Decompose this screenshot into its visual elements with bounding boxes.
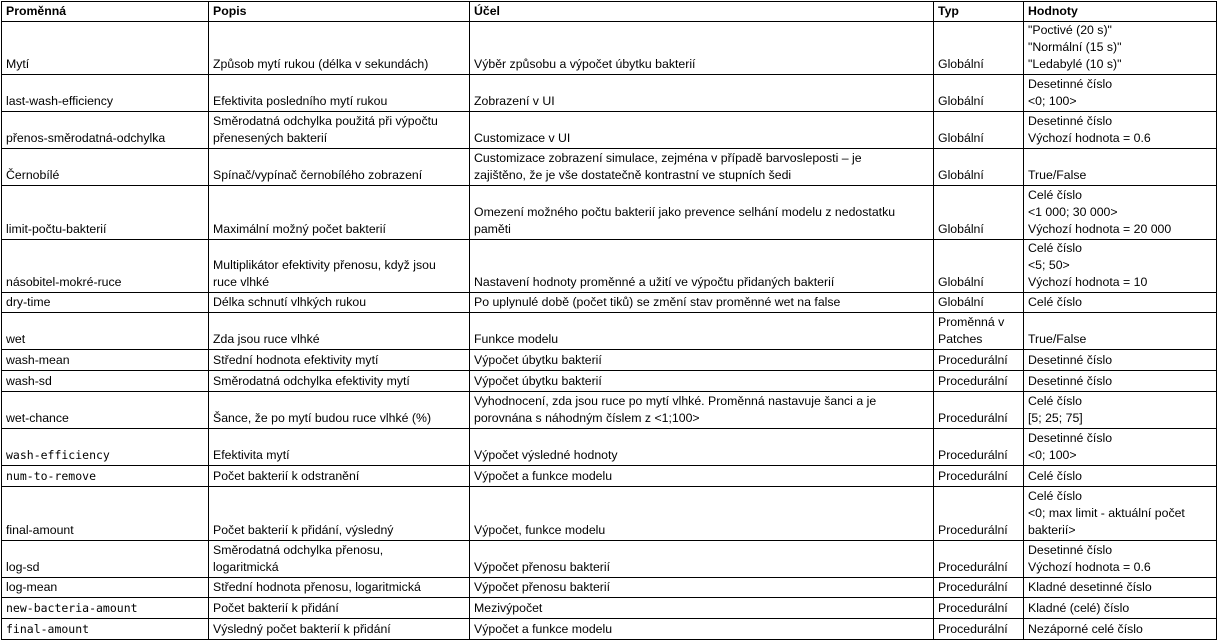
variable-cell: Černobílé <box>2 149 209 186</box>
purpose-cell: Výpočet přenosu bakterií <box>470 541 934 578</box>
purpose-cell: Nastavení hodnoty proměnné a užití ve výpočtu přidaných bakterií <box>470 240 934 293</box>
purpose-cell: Po uplynulé době (počet tiků) se změní stav proměnné wet na false <box>470 293 934 313</box>
table-row <box>2 112 1217 149</box>
variables-table <box>1 1 1217 640</box>
values-cell: Celé číslo <1 000; 30 000> Výchozí hodnota = 20 000 <box>1024 186 1217 240</box>
values-cell: Nezáporné celé číslo <box>1024 619 1217 640</box>
values-cell: True/False <box>1024 313 1217 350</box>
table-row <box>2 75 1217 112</box>
header-description: Popis <box>209 2 470 22</box>
table-row <box>2 598 1217 619</box>
purpose-cell: Mezivýpočet <box>470 598 934 619</box>
values-cell: Desetinné číslo <0; 100> <box>1024 429 1217 466</box>
table-row <box>2 619 1217 640</box>
description-cell: Délka schnutí vlhkých rukou <box>209 293 470 313</box>
description-cell: Střední hodnota efektivity mytí <box>209 350 470 371</box>
description-cell: Výsledný počet bakterií k přidání <box>209 619 470 640</box>
purpose-cell: Výpočet a funkce modelu <box>470 466 934 487</box>
table-body <box>2 22 1217 640</box>
purpose-cell: Zobrazení v UI <box>470 75 934 112</box>
purpose-cell: Výpočet úbytku bakterií <box>470 371 934 392</box>
table-row <box>2 541 1217 578</box>
purpose-cell: Výpočet úbytku bakterií <box>470 350 934 371</box>
header-variable: Proměnná <box>2 2 209 22</box>
header-purpose: Účel <box>470 2 934 22</box>
purpose-cell: Omezení možného počtu bakterií jako prevence selhání modelu z nedostatku paměti <box>470 186 934 240</box>
description-cell: Maximální možný počet bakterií <box>209 186 470 240</box>
type-cell: Globální <box>934 22 1024 75</box>
type-cell: Globální <box>934 112 1024 149</box>
values-cell: Desetinné číslo Výchozí hodnota = 0.6 <box>1024 541 1217 578</box>
type-cell: Globální <box>934 149 1024 186</box>
table-row <box>2 578 1217 598</box>
purpose-cell: Customizace zobrazení simulace, zejména v případě barvosleposti – je zajištěno, že je vše dostatečně kontrastní ve stupních šedi <box>470 149 934 186</box>
table-row <box>2 186 1217 240</box>
variable-cell: Mytí <box>2 22 209 75</box>
type-cell: Procedurální <box>934 598 1024 619</box>
values-cell: Desetinné číslo <box>1024 371 1217 392</box>
values-cell: Desetinné číslo Výchozí hodnota = 0.6 <box>1024 112 1217 149</box>
type-cell: Globální <box>934 75 1024 112</box>
type-cell: Globální <box>934 240 1024 293</box>
description-cell: Počet bakterií k přidání, výsledný <box>209 487 470 541</box>
type-cell: Globální <box>934 293 1024 313</box>
purpose-cell: Vyhodnocení, zda jsou ruce po mytí vlhké. Proměnná nastavuje šanci a je porovnána s náhodným číslem z <1;100> <box>470 392 934 429</box>
variable-cell: final-amount <box>2 619 209 640</box>
table-row <box>2 350 1217 371</box>
table-row <box>2 313 1217 350</box>
values-cell: Celé číslo <5; 50> Výchozí hodnota = 10 <box>1024 240 1217 293</box>
description-cell: Efektivita posledního mytí rukou <box>209 75 470 112</box>
table-row <box>2 466 1217 487</box>
type-cell: Procedurální <box>934 392 1024 429</box>
values-cell: Celé číslo <box>1024 293 1217 313</box>
type-cell: Procedurální <box>934 578 1024 598</box>
variable-cell: přenos-směrodatná-odchylka <box>2 112 209 149</box>
variable-cell: wash-mean <box>2 350 209 371</box>
table-row <box>2 149 1217 186</box>
variable-cell: limit-počtu-bakterií <box>2 186 209 240</box>
variable-cell: wash-efficiency <box>2 429 209 466</box>
table-row <box>2 22 1217 75</box>
variable-cell: wet <box>2 313 209 350</box>
variable-cell: dry-time <box>2 293 209 313</box>
variable-cell: last-wash-efficiency <box>2 75 209 112</box>
variable-cell: násobitel-mokré-ruce <box>2 240 209 293</box>
type-cell: Procedurální <box>934 429 1024 466</box>
table-row <box>2 429 1217 466</box>
variable-cell: wash-sd <box>2 371 209 392</box>
description-cell: Směrodatná odchylka přenosu, logaritmická <box>209 541 470 578</box>
purpose-cell: Výpočet přenosu bakterií <box>470 578 934 598</box>
purpose-cell: Funkce modelu <box>470 313 934 350</box>
values-cell: Celé číslo <box>1024 466 1217 487</box>
purpose-cell: Výběr způsobu a výpočet úbytku bakterií <box>470 22 934 75</box>
description-cell: Způsob mytí rukou (délka v sekundách) <box>209 22 470 75</box>
header-values: Hodnoty <box>1024 2 1217 22</box>
values-cell: Celé číslo <0; max limit - aktuální počet bakterií> <box>1024 487 1217 541</box>
variable-cell: final-amount <box>2 487 209 541</box>
purpose-cell: Výpočet, funkce modelu <box>470 487 934 541</box>
description-cell: Směrodatná odchylka efektivity mytí <box>209 371 470 392</box>
variable-cell: num-to-remove <box>2 466 209 487</box>
values-cell: Kladné (celé) číslo <box>1024 598 1217 619</box>
values-cell: Celé číslo [5; 25; 75] <box>1024 392 1217 429</box>
type-cell: Globální <box>934 186 1024 240</box>
type-cell: Procedurální <box>934 466 1024 487</box>
table-row <box>2 487 1217 541</box>
variable-cell: log-mean <box>2 578 209 598</box>
description-cell: Počet bakterií k přidání <box>209 598 470 619</box>
description-cell: Zda jsou ruce vlhké <box>209 313 470 350</box>
values-cell: Desetinné číslo <box>1024 350 1217 371</box>
values-cell: Kladné desetinné číslo <box>1024 578 1217 598</box>
header-type: Typ <box>934 2 1024 22</box>
type-cell: Procedurální <box>934 350 1024 371</box>
purpose-cell: Výpočet výsledné hodnoty <box>470 429 934 466</box>
table-row <box>2 293 1217 313</box>
values-cell: Desetinné číslo <0; 100> <box>1024 75 1217 112</box>
table-row <box>2 240 1217 293</box>
description-cell: Směrodatná odchylka použitá při výpočtu přenesených bakterií <box>209 112 470 149</box>
description-cell: Spínač/vypínač černobílého zobrazení <box>209 149 470 186</box>
type-cell: Procedurální <box>934 619 1024 640</box>
type-cell: Procedurální <box>934 371 1024 392</box>
values-cell: "Poctivé (20 s)" "Normální (15 s)" "Ledabylé (10 s)" <box>1024 22 1217 75</box>
table-row <box>2 392 1217 429</box>
description-cell: Multiplikátor efektivity přenosu, když jsou ruce vlhké <box>209 240 470 293</box>
description-cell: Efektivita mytí <box>209 429 470 466</box>
purpose-cell: Výpočet a funkce modelu <box>470 619 934 640</box>
description-cell: Střední hodnota přenosu, logaritmická <box>209 578 470 598</box>
header-row <box>2 2 1217 22</box>
variable-cell: log-sd <box>2 541 209 578</box>
type-cell: Procedurální <box>934 541 1024 578</box>
type-cell: Procedurální <box>934 487 1024 541</box>
values-cell: True/False <box>1024 149 1217 186</box>
description-cell: Počet bakterií k odstranění <box>209 466 470 487</box>
type-cell: Proměnná v Patches <box>934 313 1024 350</box>
table-row <box>2 371 1217 392</box>
variable-cell: wet-chance <box>2 392 209 429</box>
description-cell: Šance, že po mytí budou ruce vlhké (%) <box>209 392 470 429</box>
purpose-cell: Customizace v UI <box>470 112 934 149</box>
variable-cell: new-bacteria-amount <box>2 598 209 619</box>
